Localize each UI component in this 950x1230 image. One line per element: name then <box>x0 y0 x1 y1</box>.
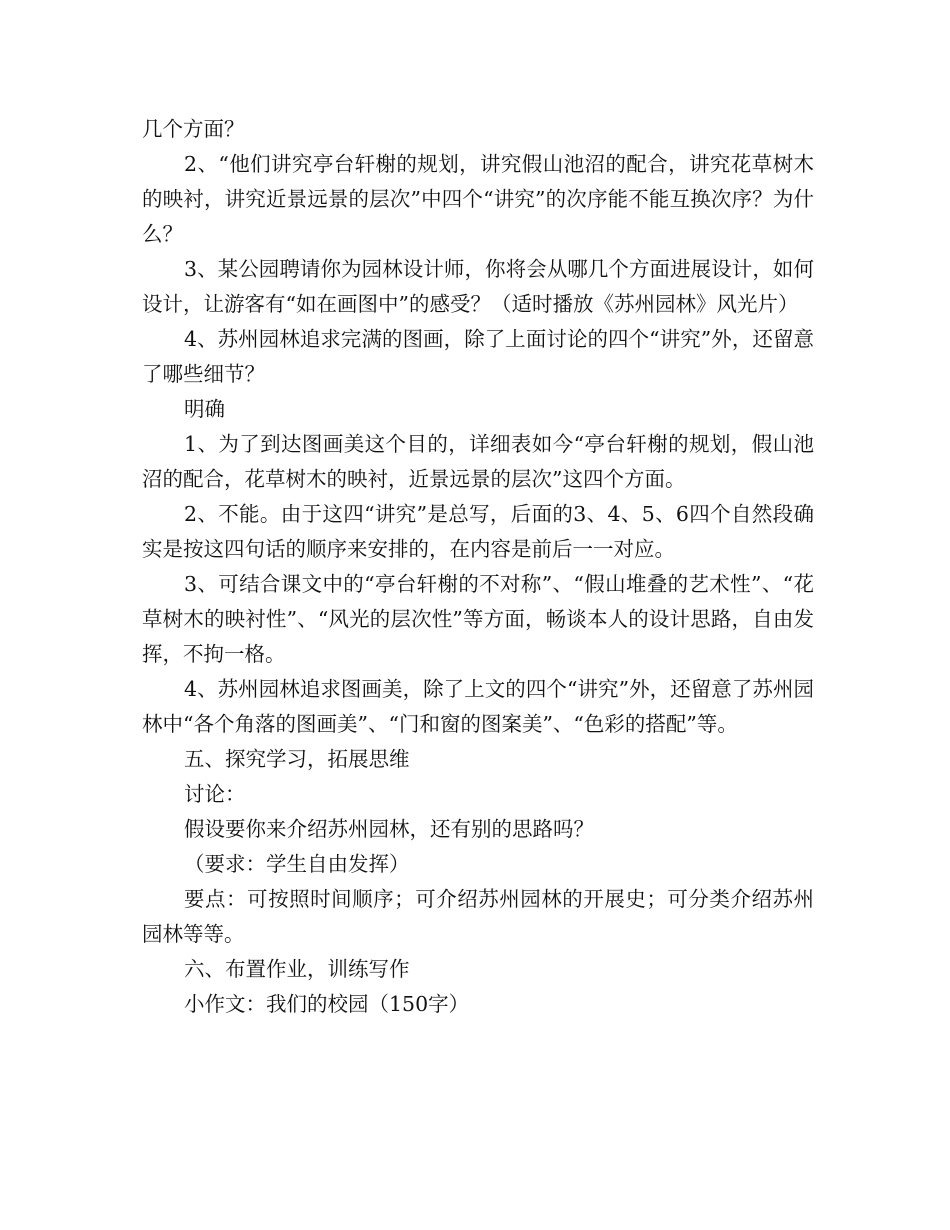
document-body <box>142 112 814 1022</box>
paragraph-answer-3: 3、可结合课文中的“亭台轩榭的不对称”、“假山堆叠的艺术性”、“花草树木的映衬性”、“风光的层次性”等方面，畅谈本人的设计思路，自由发挥，不拘一格。 <box>142 572 814 666</box>
paragraph-continuation: 几个方面？ <box>142 117 245 141</box>
paragraph-essay-task: 小作文：我们的校园（150字） <box>184 992 470 1016</box>
paragraph-answer-2: 2、不能。由于这四“讲究”是总写，后面的3、4、5、6四个自然段确实是按这四句话的顺序来安排的，在内容是前后一一对应。 <box>142 502 814 561</box>
section-heading-5: 五、探究学习，拓展思维 <box>184 747 410 771</box>
paragraph-answer-4: 4、苏州园林追求图画美，除了上文的四个“讲究”外，还留意了苏州园林中“各个角落的图画美”、“门和窗的图案美”、“色彩的搭配”等。 <box>142 677 814 736</box>
paragraph-question-4: 4、苏州园林追求完满的图画，除了上面讨论的四个“讲究”外，还留意了哪些细节？ <box>142 327 814 386</box>
paragraph-discussion-label: 讨论： <box>184 782 246 806</box>
paragraph-requirement: （要求：学生自由发挥） <box>184 852 410 876</box>
paragraph-answer-1: 1、为了到达图画美这个目的，详细表如今“亭台轩榭的规划，假山池沼的配合，花草树木的映衬，近景远景的层次”这四个方面。 <box>142 432 814 491</box>
paragraph-heading-answer: 明确 <box>184 397 225 421</box>
paragraph-question-3: 3、某公园聘请你为园林设计师，你将会从哪几个方面进展设计，如何设计，让游客有“如在画图中”的感受？（适时播放《苏州园林》风光片） <box>142 257 814 316</box>
paragraph-discussion-question: 假设要你来介绍苏州园林，还有别的思路吗？ <box>184 817 594 841</box>
paragraph-question-2: 2、“他们讲究亭台轩榭的规划，讲究假山池沼的配合，讲究花草树木的映衬，讲究近景远景的层次”中四个“讲究”的次序能不能互换次序？为什么？ <box>142 152 814 246</box>
section-heading-6: 六、布置作业，训练写作 <box>184 957 410 981</box>
paragraph-key-points: 要点：可按照时间顺序；可介绍苏州园林的开展史；可分类介绍苏州园林等等。 <box>142 887 814 946</box>
